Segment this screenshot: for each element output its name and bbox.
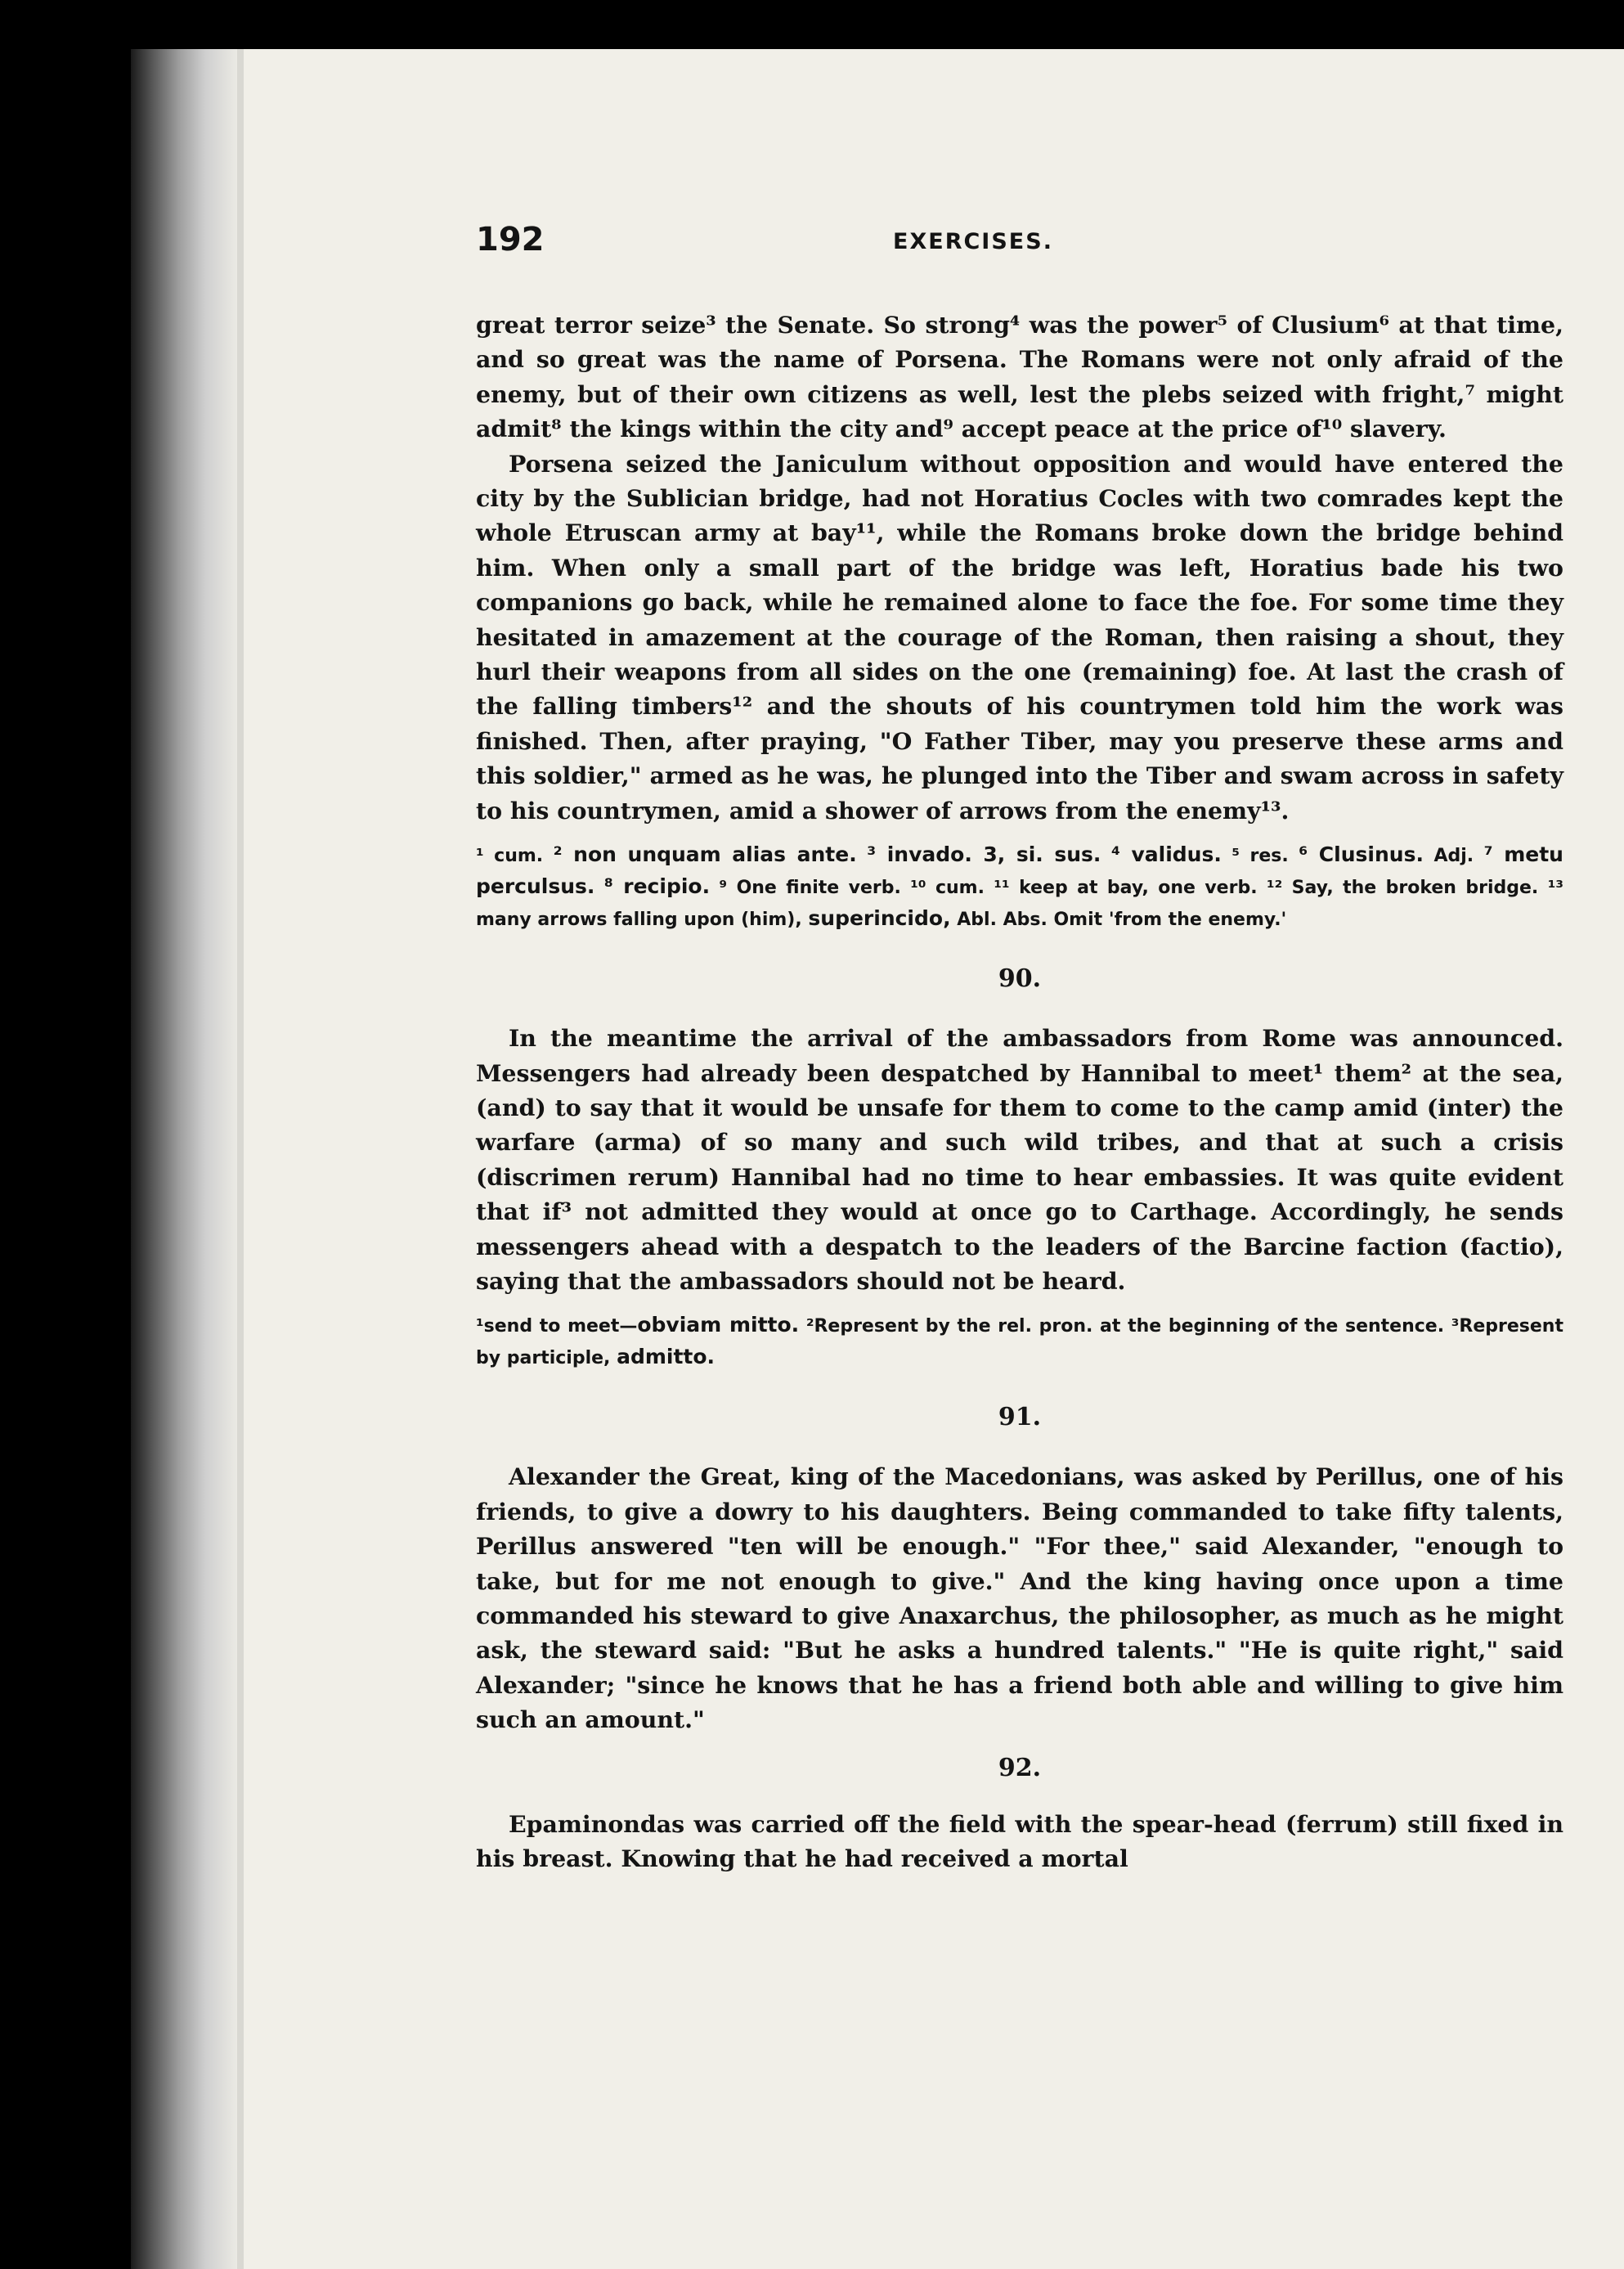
footnote-2: ² non unquam alias ante. <box>553 842 857 867</box>
footnote-90-2: ²Represent by the rel. pron. at the beginning of the sentence. <box>805 1316 1445 1337</box>
footnote-10: ¹⁰ cum. <box>910 878 985 899</box>
footnote-8: ⁸ recipio. <box>603 874 711 899</box>
footnote-13-latin: superincido, <box>808 906 951 931</box>
footnote-90-3: ³Represent by participle, <box>476 1316 1563 1369</box>
footnote-13: ¹³ many arrows falling upon (him), <box>476 878 1563 931</box>
exercise-89-footnotes <box>476 839 1563 935</box>
footnote-90-1: ¹send to meet— <box>476 1316 638 1337</box>
footnote-1: ¹ cum. <box>476 846 544 867</box>
footnote-4: ⁴ validus. <box>1110 842 1222 867</box>
footnote-13-abl: Abl. Abs. <box>957 910 1048 931</box>
exercise-90-footnotes <box>476 1310 1563 1373</box>
footnote-3: ³ invado. 3, si. sus. <box>867 842 1101 867</box>
exercise-89-paragraph-2: Porsena seized the Janiculum without opposition and would have entered the city by the Sublician bridge, had not Horatius Cocles with two comrades kept the whole Etruscan army at bay¹¹, while the Romans broke down the bridge behind him. When only a small part of the bridge was left, Horatius bade his two companions go back, while he remained alone to face the foe. For some time they hesitated in amazement at the courage of the Roman, then raising a shout, they hurl their weapons from all sides on the one (remaining) foe. At last the crash of the falling timbers¹² and the shouts of his countrymen told him the work was finished. Then, after praying, "O Father Tiber, may you preserve these arms and this soldier," armed as he was, he plunged into the Tiber and swam across in safety to his countrymen, amid a shower of arrows from the enemy¹³. <box>476 449 1563 824</box>
footnote-90-1-latin: obviam mitto. <box>637 1313 800 1337</box>
exercise-89-paragraph-1: great terror seize³ the Senate. So strong⁴ was the power⁵ of Clusium⁶ at that time, and so great was the name of Porsena. The Romans were not only afraid of the enemy, but of their own citizens as well, lest the plebs seized with fright,⁷ might admit⁸ the kings within the city and⁹ accept peace at the price of¹⁰ slavery. <box>476 311 1563 443</box>
gutter-edge <box>237 49 244 2269</box>
page-number: 192 <box>476 221 545 258</box>
exercise-92-number: 92. <box>998 1753 1042 1782</box>
footnote-11: ¹¹ keep at bay, one verb. <box>994 878 1258 899</box>
exercise-92-paragraph: Epaminondas was carried off the field with the spear-head (ferrum) still fixed in his breast. Knowing that he had received a mortal <box>476 1809 1563 1872</box>
footnote-9: ⁹ One finite verb. <box>719 878 901 899</box>
exercise-91-paragraph: Alexander the Great, king of the Macedonians, was asked by Perillus, one of his friends, to give a dowry to his daughters. Being commanded to take fifty talents, Perillus answered "ten will be enough." "For thee," said Alexander, "enough to take, but for me not enough to give." And the king having once upon a time commanded his steward to give Anaxarchus, the philosopher, as much as he might ask, the steward said: "But he asks a hundred talents." "He is quite right," said Alexander; "since he knows that he has a friend both able and willing to give him such an amount." <box>476 1462 1563 1734</box>
footnote-6: ⁶ Clusinus. <box>1299 842 1424 867</box>
running-title: EXERCISES. <box>893 229 1053 254</box>
footnote-12: ¹² Say, the broken bridge. <box>1266 878 1539 899</box>
exercise-90-paragraph: In the meantime the arrival of the ambassadors from Rome was announced. Messengers had already been despatched by Hannibal to meet¹ them² at the sea, (and) to say that it would be unsafe for them to come to the camp amid (inter) the warfare (arma) of so many and such wild tribes, and that at such a crisis (discrimen rerum) Hannibal had no time to hear embassies. It was quite evident that if³ not admitted they would at once go to Carthage. Accordingly, he sends messengers ahead with a despatch to the leaders of the Barcine faction (factio), saying that the ambassadors should not be heard. <box>476 1024 1563 1295</box>
exercise-90-number: 90. <box>998 964 1042 994</box>
footnote-5: ⁵ res. <box>1231 846 1289 867</box>
footnote-13-omit: Omit 'from the enemy.' <box>1053 910 1287 931</box>
page-content <box>476 221 1563 1876</box>
footnote-90-3-latin: admitto. <box>617 1345 716 1369</box>
footnote-7: ⁷ metu perculsus. <box>476 842 1563 899</box>
running-head <box>476 221 1563 270</box>
footnote-6-note: Adj. <box>1433 846 1474 867</box>
book-gutter-shadow <box>131 49 237 2269</box>
exercise-91-number: 91. <box>998 1403 1042 1432</box>
